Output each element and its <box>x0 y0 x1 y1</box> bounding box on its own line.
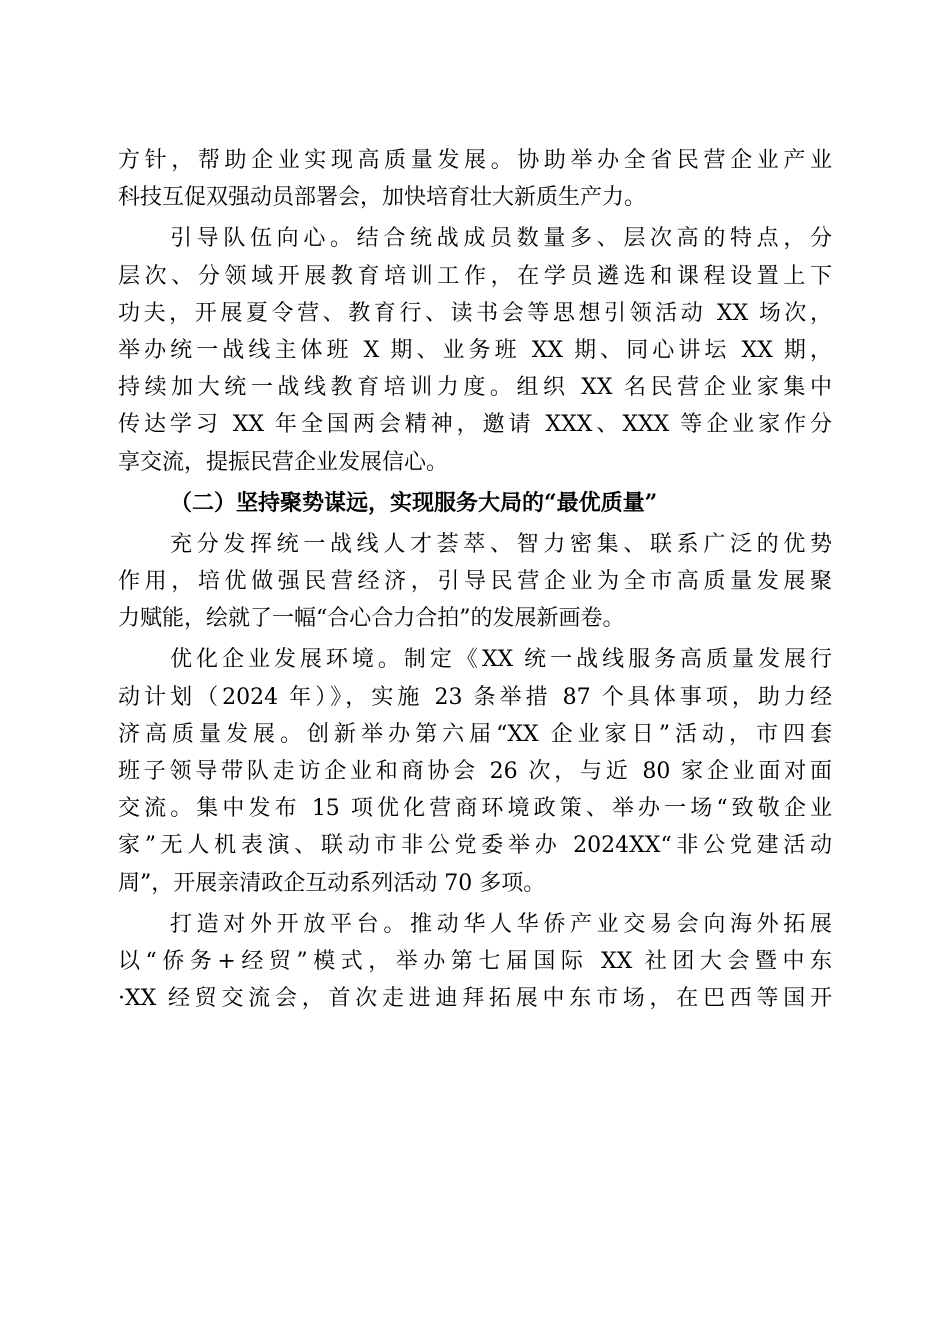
paragraph <box>118 641 832 901</box>
text-line: 优化企业发展环境。制定《XX 统一战线服务高质量发展行 <box>170 647 832 673</box>
text-line: 层次、分领域开展教育培训工作，在学员遴选和课程设置上下 <box>118 263 832 289</box>
section-heading: （二）坚持聚势谋远，实现服务大局的“最优质量” <box>170 489 658 516</box>
paragraph <box>118 220 832 480</box>
text-line: 方针，帮助企业实现高质量发展。协助举办全省民营企业产业 <box>118 148 832 173</box>
text-line: 家”无人机表演、联动市非公党委举办 2024XX“非公党建活动 <box>118 833 832 859</box>
text-line: 持续加大统一战线教育培训力度。组织 XX 名民营企业家集中 <box>118 375 832 401</box>
text-line: 力赋能，绘就了一幅“合心合力合拍”的发展新画卷。 <box>118 606 625 632</box>
text-line: 交流。集中发布 15 项优化营商环境政策、举办一场“致敬企业 <box>118 796 832 822</box>
paragraph <box>118 906 832 1018</box>
text-line: ·XX 经贸交流会，首次走进迪拜拓展中东市场，在巴西等国开 <box>118 986 832 1012</box>
text-line: 济高质量发展。创新举办第六届“XX 企业家日”活动，市四套 <box>118 721 832 747</box>
text-line: 引导队伍向心。结合统战成员数量多、层次高的特点，分 <box>170 226 832 252</box>
text-line: 作用，培优做强民营经济，引导民营企业为全市高质量发展聚 <box>118 569 832 595</box>
text-line: 周”，开展亲清政企互动系列活动 70 多项。 <box>118 870 546 896</box>
text-line: 科技互促双强动员部署会，加快培育壮大新质生产力。 <box>118 185 647 211</box>
text-line: 充分发挥统一战线人才荟萃、智力密集、联系广泛的优势 <box>170 531 832 557</box>
text-line: 享交流，提振民营企业发展信心。 <box>118 449 449 475</box>
text-line: 打造对外开放平台。推动华人华侨产业交易会向海外拓展 <box>170 911 832 937</box>
text-line: 举办统一战线主体班 X 期、业务班 XX 期、同心讲坛 XX 期， <box>118 337 832 363</box>
text-line: 以“侨务+经贸”模式，举办第七届国际 XX 社团大会暨中东 <box>118 948 832 974</box>
paragraph <box>118 142 832 216</box>
text-line: 班子领导带队走访企业和商协会 26 次，与近 80 家企业面对面 <box>118 759 832 784</box>
paragraph <box>118 526 832 638</box>
document-body <box>118 142 832 1017</box>
text-line: 传达学习 XX 年全国两会精神，邀请 XXX、XXX 等企业家作分 <box>118 412 832 438</box>
text-line: 动计划（2024 年）》，实施 23 条举措 87 个具体事项，助力经 <box>118 684 832 710</box>
text-line: 功夫，开展夏令营、教育行、读书会等思想引领活动 XX 场次， <box>118 300 832 326</box>
